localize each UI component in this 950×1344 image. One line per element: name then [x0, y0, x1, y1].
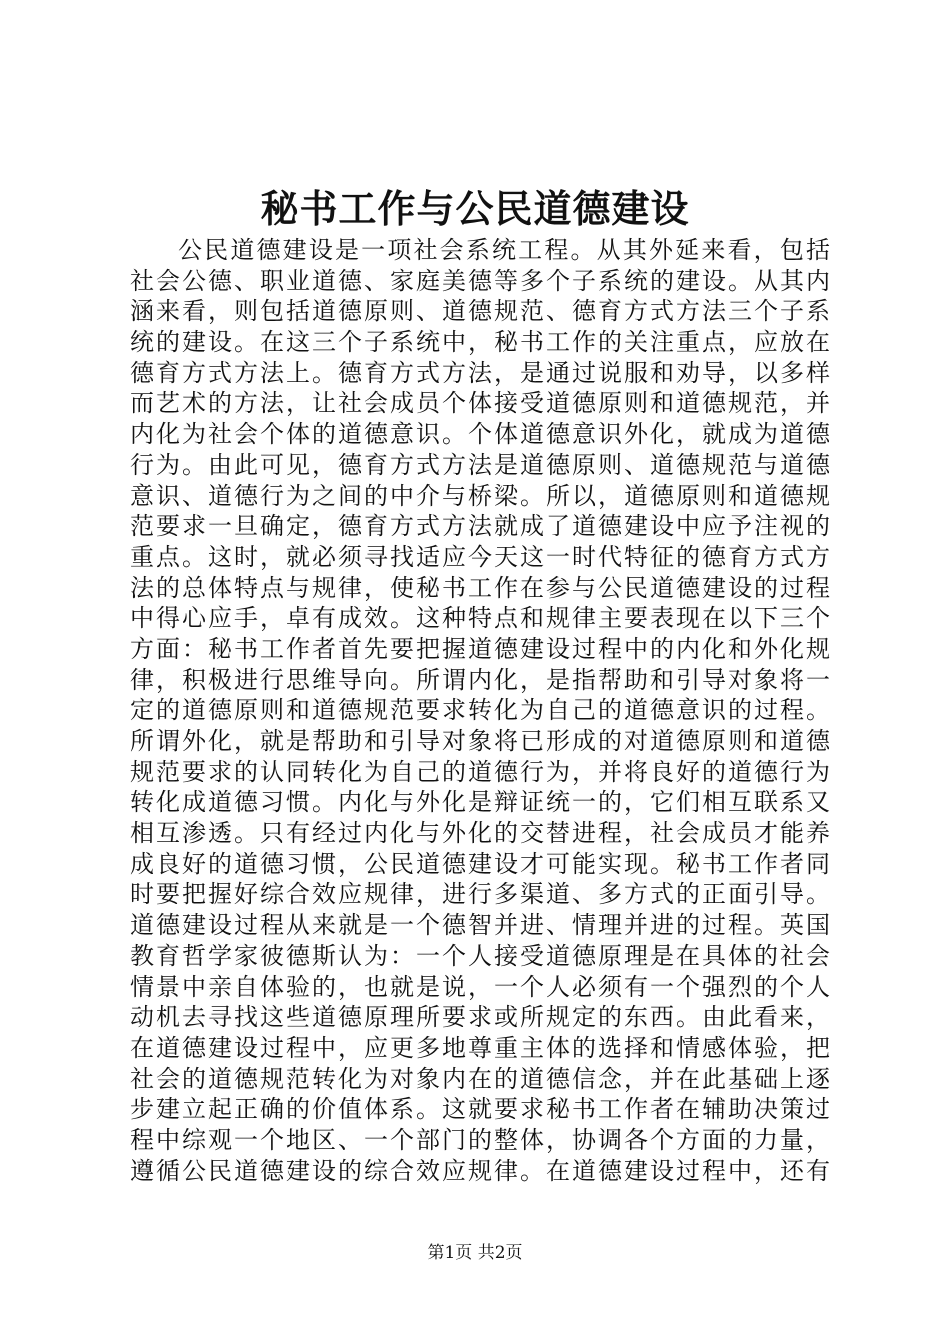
text-line: 教育哲学家彼德斯认为：一个人接受道德原理是在具体的社会 — [130, 941, 830, 970]
text-line: 德育方式方法上。德育方式方法，是通过说服和劝导，以多样 — [130, 358, 830, 387]
text-line: 规范要求的认同转化为自己的道德行为，并将良好的道德行为 — [130, 757, 830, 786]
text-line: 相互渗透。只有经过内化与外化的交替进程，社会成员才能养 — [130, 819, 830, 848]
page-footer: 第1页 共2页 — [427, 1243, 523, 1263]
text-line: 统的建设。在这三个子系统中，秘书工作的关注重点，应放在 — [130, 328, 830, 357]
text-line: 范要求一旦确定，德育方式方法就成了道德建设中应予注视的 — [130, 512, 830, 541]
text-line: 转化成道德习惯。内化与外化是辩证统一的，它们相互联系又 — [130, 788, 830, 817]
text-line: 方面：秘书工作者首先要把握道德建设过程中的内化和外化规 — [130, 634, 830, 663]
text-line: 内化为社会个体的道德意识。个体道德意识外化，就成为道德 — [130, 420, 830, 449]
text-line: 动机去寻找这些道德原理所要求或所规定的东西。由此看来， — [130, 1003, 830, 1032]
text-line: 社会的道德规范转化为对象内在的道德信念，并在此基础上逐 — [130, 1064, 830, 1093]
text-line: 行为。由此可见，德育方式方法是道德原则、道德规范与道德 — [130, 450, 830, 479]
text-line: 律，积极进行思维导向。所谓内化，是指帮助和引导对象将一 — [130, 665, 830, 694]
text-line: 重点。这时，就必须寻找适应今天这一时代特征的德育方式方 — [130, 542, 830, 571]
text-line: 遵循公民道德建设的综合效应规律。在道德建设过程中，还有 — [130, 1156, 830, 1185]
text-line: 社会公德、职业道德、家庭美德等多个子系统的建设。从其内 — [130, 266, 830, 295]
text-line: 定的道德原则和道德规范要求转化为自己的道德意识的过程。 — [130, 696, 830, 725]
text-line: 而艺术的方法，让社会成员个体接受道德原则和道德规范，并 — [130, 389, 830, 418]
document-title: 秘书工作与公民道德建设 — [260, 186, 690, 231]
text-line: 时要把握好综合效应规律，进行多渠道、多方式的正面引导。 — [130, 880, 830, 909]
text-line: 法的总体特点与规律，使秘书工作在参与公民道德建设的过程 — [130, 573, 830, 602]
text-line: 中得心应手，卓有成效。这种特点和规律主要表现在以下三个 — [130, 604, 830, 633]
text-line: 程中综观一个地区、一个部门的整体，协调各个方面的力量， — [130, 1125, 830, 1154]
text-line: 在道德建设过程中，应更多地尊重主体的选择和情感体验，把 — [130, 1033, 830, 1062]
text-line: 公民道德建设是一项社会系统工程。从其外延来看，包括 — [178, 236, 830, 264]
text-line: 成良好的道德习惯，公民道德建设才可能实现。秘书工作者同 — [130, 849, 830, 878]
text-line: 道德建设过程从来就是一个德智并进、情理并进的过程。英国 — [130, 911, 830, 940]
text-line: 情景中亲自体验的，也就是说，一个人必须有一个强烈的个人 — [130, 972, 830, 1001]
text-line: 意识、道德行为之间的中介与桥梁。所以，道德原则和道德规 — [130, 481, 830, 510]
text-line: 步建立起正确的价值体系。这就要求秘书工作者在辅助决策过 — [130, 1095, 830, 1124]
body-paragraph — [130, 235, 830, 1186]
text-line: 涵来看，则包括道德原则、道德规范、德育方式方法三个子系 — [130, 297, 830, 326]
text-line: 所谓外化，就是帮助和引导对象将已形成的对道德原则和道德 — [130, 727, 830, 755]
